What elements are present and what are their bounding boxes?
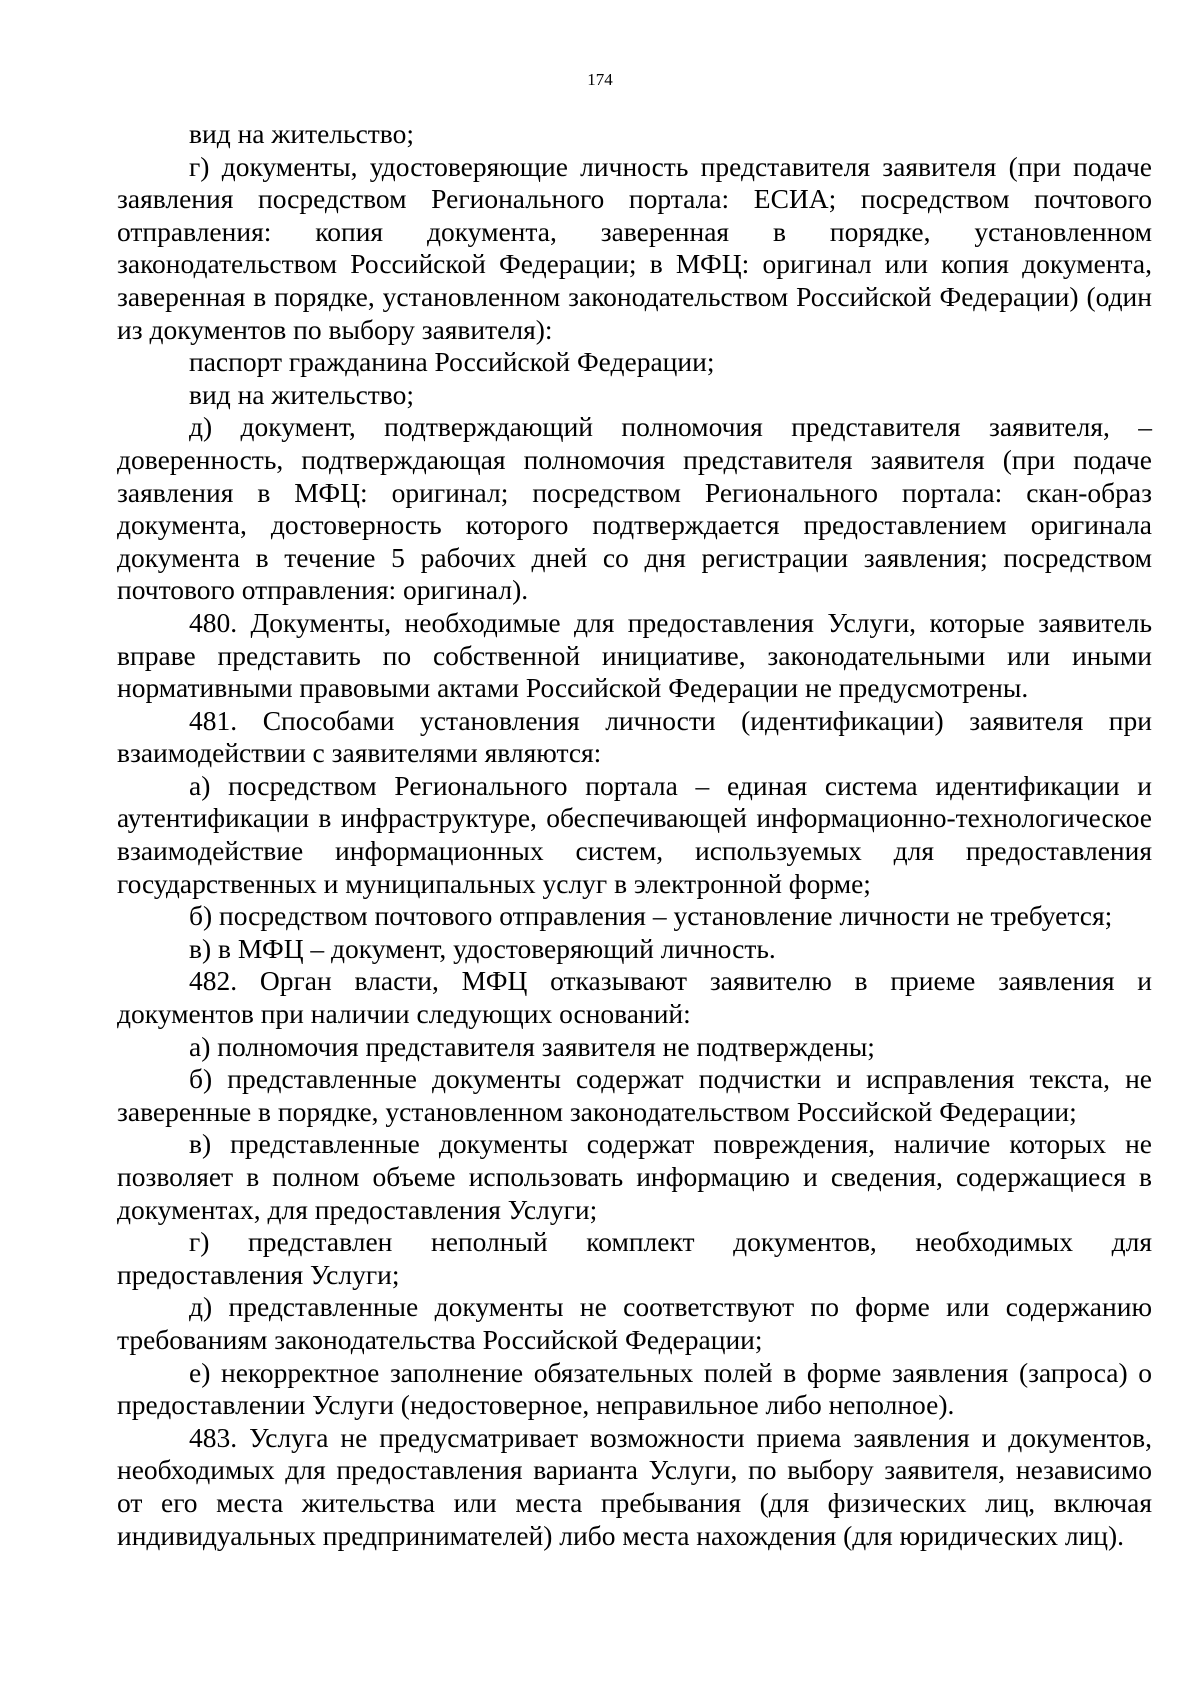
paragraph: в) представленные документы содержат повреждения, наличие которых не позволяет в полном объеме использовать информацию и сведения, содержащиеся в документах, для предоставления Услуги;	[117, 1128, 1152, 1225]
paragraph-480: 480. Документы, необходимые для предоставления Услуги, которые заявитель вправе представить по собственной инициативе, законодательными или иными нормативными правовыми актами Российской Федерации не предусмотрены.	[117, 606, 1152, 704]
paragraph: г) документы, удостоверяющие личность представителя заявителя (при подаче заявления посредством Регионального портала: ЕСИА; посредством почтового отправления: копия документа, заверенная в порядке, установленном законодательством Российской Федерации; в МФЦ: оригинал или копия документа, заверенная в порядке, установленном законодательством Российской Федерации) (один из документов по выбору заявителя):	[117, 150, 1152, 345]
paragraph: а) посредством Регионального портала – единая система идентификации и аутентификации в инфраструктуре, обеспечивающей информационно-технологическое взаимодействие информационных систем, используемых для предоставления государственных и муниципальных услуг в электронной форме;	[117, 769, 1152, 899]
paragraph: д) представленные документы не соответствуют по форме или содержанию требованиям законодательства Российской Федерации;	[117, 1291, 1152, 1355]
document-body	[117, 0, 1152, 1552]
paragraph-482: 482. Орган власти, МФЦ отказывают заявителю в приеме заявления и документов при наличии следующих оснований:	[117, 965, 1152, 1030]
paragraph: а) полномочия представителя заявителя не подтверждены;	[189, 1030, 875, 1062]
paragraph: вид на жительство;	[189, 378, 414, 410]
paragraph-481: 481. Способами установления личности (идентификации) заявителя при взаимодействии с заявителями являются:	[117, 704, 1152, 769]
paragraph: б) посредством почтового отправления – установление личности не требуется;	[189, 900, 1113, 932]
paragraph: д) документ, подтверждающий полномочия представителя заявителя, – доверенность, подтверждающая полномочия представителя заявителя (при подаче заявления в МФЦ: оригинал; посредством Регионального портала: скан-образ документа, достоверность которого подтверждается предоставлением оригинала документа в течение 5 рабочих дней со дня регистрации заявления; посредством почтового отправления: оригинал).	[117, 411, 1152, 606]
paragraph: в) в МФЦ – документ, удостоверяющий личность.	[189, 932, 776, 964]
page-number: 174	[587, 70, 613, 89]
paragraph: б) представленные документы содержат подчистки и исправления текста, не заверенные в порядке, установленном законодательством Российской Федерации;	[117, 1063, 1152, 1127]
paragraph: е) некорректное заполнение обязательных полей в форме заявления (запроса) о предоставлении Услуги (недостоверное, неправильное либо неполное).	[117, 1356, 1152, 1421]
paragraph: вид на жительство;	[189, 118, 414, 149]
paragraph: г) представлен неполный комплект документов, необходимых для предоставления Услуги;	[117, 1226, 1152, 1290]
paragraph-483: 483. Услуга не предусматривает возможности приема заявления и документов, необходимых для предоставления варианта Услуги, по выбору заявителя, независимо от его места жительства или места пребывания (для физических лиц, включая индивидуальных предпринимателей) либо места нахождения (для юридических лиц).	[117, 1421, 1152, 1551]
paragraph: паспорт гражданина Российской Федерации;	[189, 346, 715, 378]
